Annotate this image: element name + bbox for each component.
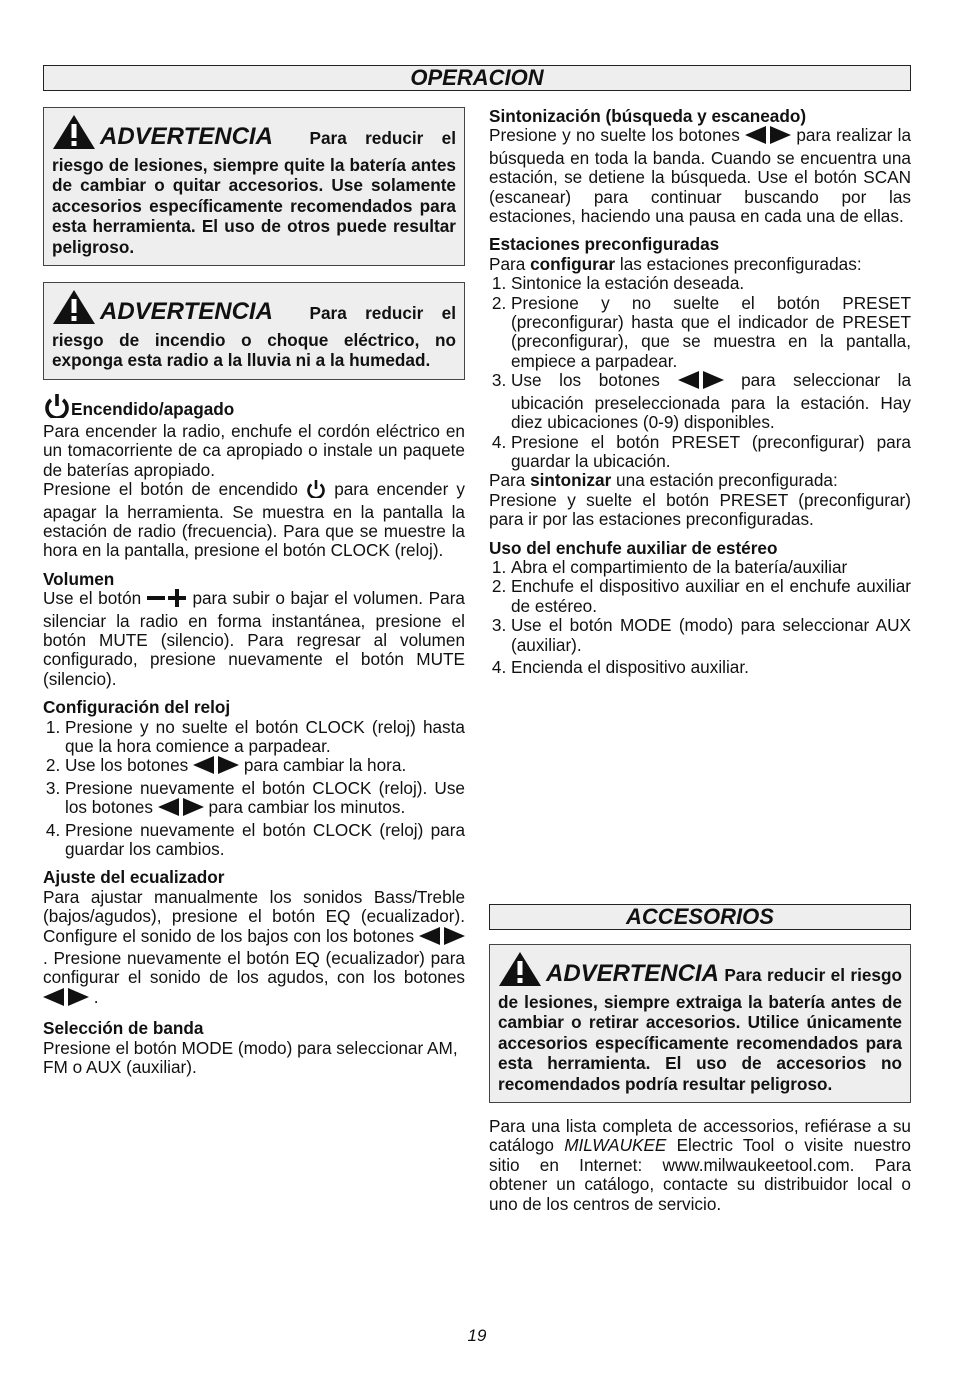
arrow-buttons-icon bbox=[678, 371, 724, 393]
warning-title: ADVERTENCIA bbox=[546, 960, 719, 987]
warning-title: ADVERTENCIA bbox=[100, 123, 273, 150]
arrow-buttons-icon bbox=[745, 126, 791, 148]
equalizer-text: Para ajustar manualmente los sonidos Bass/Treble (bajos/agudos), presione el botón EQ (ecualizador). Configure el sonido de los bajos con los botones . Presione nuevamente el botón EQ (ecualizador) para configurar el sonido de los agudos, con los botones . bbox=[43, 888, 465, 1010]
warning-icon bbox=[52, 289, 96, 330]
volume-section bbox=[43, 570, 465, 689]
power-heading-text: Encendido/apagado bbox=[71, 398, 235, 419]
section-title: ACCESORIOS bbox=[626, 904, 774, 929]
section-header-operacion bbox=[43, 65, 911, 91]
band-heading: Selección de banda bbox=[43, 1018, 204, 1039]
equalizer-section bbox=[43, 868, 465, 1010]
section-title: OPERACION bbox=[410, 65, 544, 90]
power-text-2: Presione el botón de encendido para encender y apagar la herramienta. Se muestra en la pantalla la estación de radio (frecuencia). Para que se muestre la hora en la pantalla, presione el botón CLOCK (reloj). bbox=[43, 479, 466, 561]
list-item: 1. Presione y no suelte el botón CLOCK (reloj) hasta que la hora comience a parpadear. bbox=[65, 718, 465, 757]
arrow-buttons-icon bbox=[43, 988, 89, 1010]
power-text-1: Para encender la radio, enchufe el cordón eléctrico en un tomacorriente de ca apropiado o instale un paquete de baterías apropiado. bbox=[43, 420, 465, 480]
list-item: 2. Enchufe el dispositivo auxiliar en el enchufe auxiliar de estéreo. bbox=[511, 577, 911, 616]
warning-text: Para reducir el riesgo de incendio o choque eléctrico, no exponga esta radio a la lluvia ni a la humedad. bbox=[52, 303, 456, 370]
tuning-heading: Sintonización (búsqueda y escaneado) bbox=[489, 106, 807, 126]
band-text: Presione el botón MODE (modo) para seleccionar AM, FM o AUX (auxiliar). bbox=[43, 1037, 458, 1078]
list-item: 3. Use los botones para seleccionar la ubicación preseleccionada para la estación. Hay diez ubicaciones (0-9) disponibles. bbox=[511, 371, 911, 432]
warning-title: ADVERTENCIA bbox=[100, 298, 273, 325]
clock-section bbox=[43, 698, 465, 859]
presets-tune-text: Presione y suelte el botón PRESET (preconfigurar) para ir por las estaciones preconfiguradas. bbox=[489, 489, 911, 530]
aux-section bbox=[489, 539, 911, 678]
tuning-section bbox=[489, 107, 911, 226]
power-icon bbox=[306, 480, 326, 502]
minus-plus-icon bbox=[147, 589, 187, 611]
presets-heading: Estaciones preconfiguradas bbox=[489, 234, 720, 255]
volume-text: Use el botón para subir o bajar el volumen. Para silenciar la radio en forma instantánea, presione el botón MUTE (silencio). Para regresar al volumen configurado, presione nuevamente el botón MUTE (silencio). bbox=[43, 588, 465, 689]
list-item: 1. Abra el compartimiento de la batería/auxiliar bbox=[511, 558, 911, 577]
band-section bbox=[43, 1019, 465, 1077]
warning-text: Para reducir el riesgo de lesiones, siempre extraiga la batería antes de cambiar o retirar accesorios. Utilice únicamente accesorios específicamente recomendados para esta herramienta. El uso de accesorios no recomendados podría resultar peligroso. bbox=[498, 965, 902, 1094]
list-item: 4. Presione el botón PRESET (preconfigurar) para guardar la ubicación. bbox=[511, 433, 911, 472]
tuning-text: Presione y no suelte los botones para realizar la búsqueda en toda la banda. Cuando se encuentra una estación, se detiene la búsqueda. Use el botón SCAN (escanear) para continuar buscando por las estaciones, haciendo una pausa en cada una de ellas. bbox=[489, 125, 912, 227]
warning-box-batteries bbox=[43, 107, 465, 266]
accessories-column bbox=[489, 944, 911, 1214]
arrow-buttons-icon bbox=[158, 798, 204, 820]
right-column bbox=[489, 107, 911, 686]
presets-section bbox=[489, 235, 911, 529]
list-item: 2. Use los botones para cambiar la hora. bbox=[65, 756, 465, 778]
presets-intro: Para configurar las estaciones preconfiguradas: bbox=[489, 253, 862, 274]
clock-heading: Configuración del reloj bbox=[43, 697, 231, 718]
aux-heading: Uso del enchufe auxiliar de estéreo bbox=[489, 537, 778, 558]
list-item: 1. Sintonice la estación deseada. bbox=[511, 274, 911, 293]
brand-name: MILWAUKEE bbox=[564, 1135, 667, 1156]
section-header-accesorios bbox=[489, 904, 911, 930]
equalizer-heading: Ajuste del ecualizador bbox=[43, 867, 225, 888]
list-item: 2. Presione y no suelte el botón PRESET (preconfigurar) hasta que el indicador de PRESET (preconfigurar), que se muestra en la pantalla, empiece a parpadear. bbox=[511, 294, 911, 372]
left-column bbox=[43, 107, 465, 1087]
list-item: 3. Use el botón MODE (modo) para seleccionar AUX (auxiliar). bbox=[511, 616, 911, 655]
arrow-buttons-icon bbox=[419, 927, 465, 949]
warning-box-rain bbox=[43, 282, 465, 380]
list-item: 4. Encienda el dispositivo auxiliar. bbox=[511, 658, 911, 677]
power-section bbox=[43, 394, 465, 561]
presets-tune-intro: Para sintonizar una estación preconfigurada: bbox=[489, 470, 838, 491]
power-heading bbox=[43, 394, 465, 422]
page-number: 19 bbox=[467, 1326, 487, 1345]
warning-box-accessories bbox=[489, 944, 911, 1103]
power-icon bbox=[43, 394, 71, 422]
list-item: 4. Presione nuevamente el botón CLOCK (reloj) para guardar los cambios. bbox=[65, 821, 465, 860]
volume-heading: Volumen bbox=[43, 568, 115, 589]
arrow-buttons-icon bbox=[193, 756, 239, 778]
accessories-text: Para una lista completa de accessorios, refiérase a su catálogo MILWAUKEE Electric Tool o visite nuestro sitio en Internet: www.milwaukeetool.com. Para obtener un catálogo, contacte su distribuidor local o uno de los centros de servicio. bbox=[489, 1116, 911, 1214]
warning-icon bbox=[498, 951, 542, 992]
list-item: 3. Presione nuevamente el botón CLOCK (reloj). Use los botones para cambiar los minutos. bbox=[65, 779, 465, 821]
warning-icon bbox=[52, 114, 96, 155]
warning-text: Para reducir el riesgo de lesiones, siempre quite la batería antes de cambiar o quitar accesorios. Use solamente accesorios específicamente recomendados para esta herramienta. El uso de otros puede resultar peligroso. bbox=[52, 128, 456, 257]
